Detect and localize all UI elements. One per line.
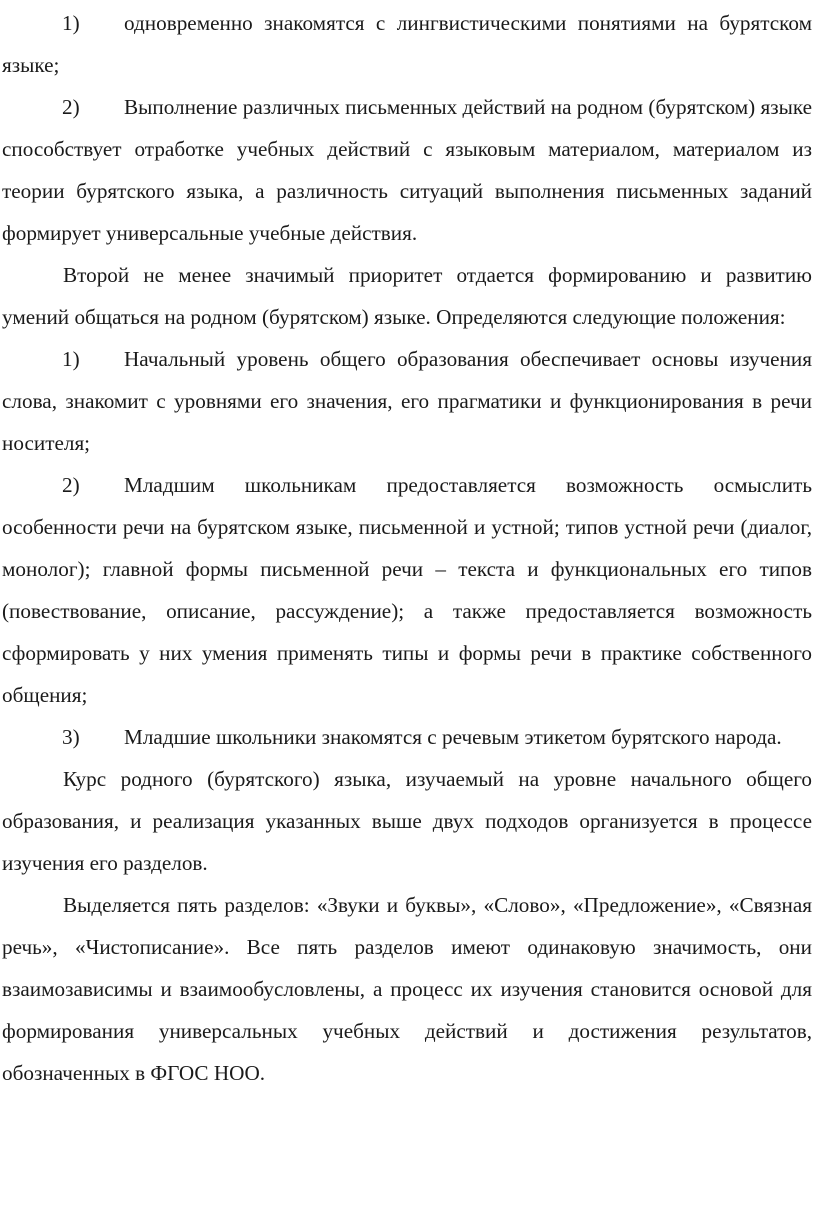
list-item-text: Младшим школьникам предоставляется возможность осмыслить особенности речи на бурятском языке, письменной и устной; типов устной речи (диалог, монолог); главной формы письменной речи – текста и функциональных его типов (повествование, описание, рассуждение); а также предоставляется возможность сформировать у них умения применять типы и формы речи в практике собственного общения; [2, 473, 812, 707]
list-item-text: Младшие школьники знакомятся с речевым этикетом бурятского народа. [124, 725, 782, 749]
list-item [2, 464, 812, 716]
paragraph: Курс родного (бурятского) языка, изучаемый на уровне начального общего образования, и реализация указанных выше двух подходов организуется в процессе изучения его разделов. [2, 767, 812, 875]
list-item-text: одновременно знакомятся с лингвистическими понятиями на бурятском языке; [2, 11, 812, 77]
list-item [2, 86, 812, 254]
list-item [2, 2, 812, 86]
list-item [2, 338, 812, 464]
list-item [2, 716, 812, 758]
paragraph: Выделяется пять разделов: «Звуки и буквы», «Слово», «Предложение», «Связная речь», «Чистописание». Все пять разделов имеют одинаковую значимость, они взаимозависимы и взаимообусловлены, а процесс их изучения становится основой для формирования универсальных учебных действий и достижения результатов, обозначенных в ФГОС НОО. [2, 893, 812, 1085]
list-item-number: 1) [62, 11, 80, 35]
list-item-number: 1) [62, 347, 80, 371]
paragraph: Второй не менее значимый приоритет отдается формированию и развитию умений общаться на родном (бурятском) языке. Определяются следующие положения: [2, 263, 812, 329]
list-item-number: 3) [62, 725, 80, 749]
list-item-text: Начальный уровень общего образования обеспечивает основы изучения слова, знакомит с уровнями его значения, его прагматики и функционирования в речи носителя; [2, 347, 812, 455]
list-item-number: 2) [62, 473, 80, 497]
list-item-text: Выполнение различных письменных действий на родном (бурятском) языке способствует отработке учебных действий с языковым материалом, материалом из теории бурятского языка, а различность ситуаций выполнения письменных заданий формирует универсальные учебные действия. [2, 95, 812, 245]
list-item-number: 2) [62, 95, 80, 119]
